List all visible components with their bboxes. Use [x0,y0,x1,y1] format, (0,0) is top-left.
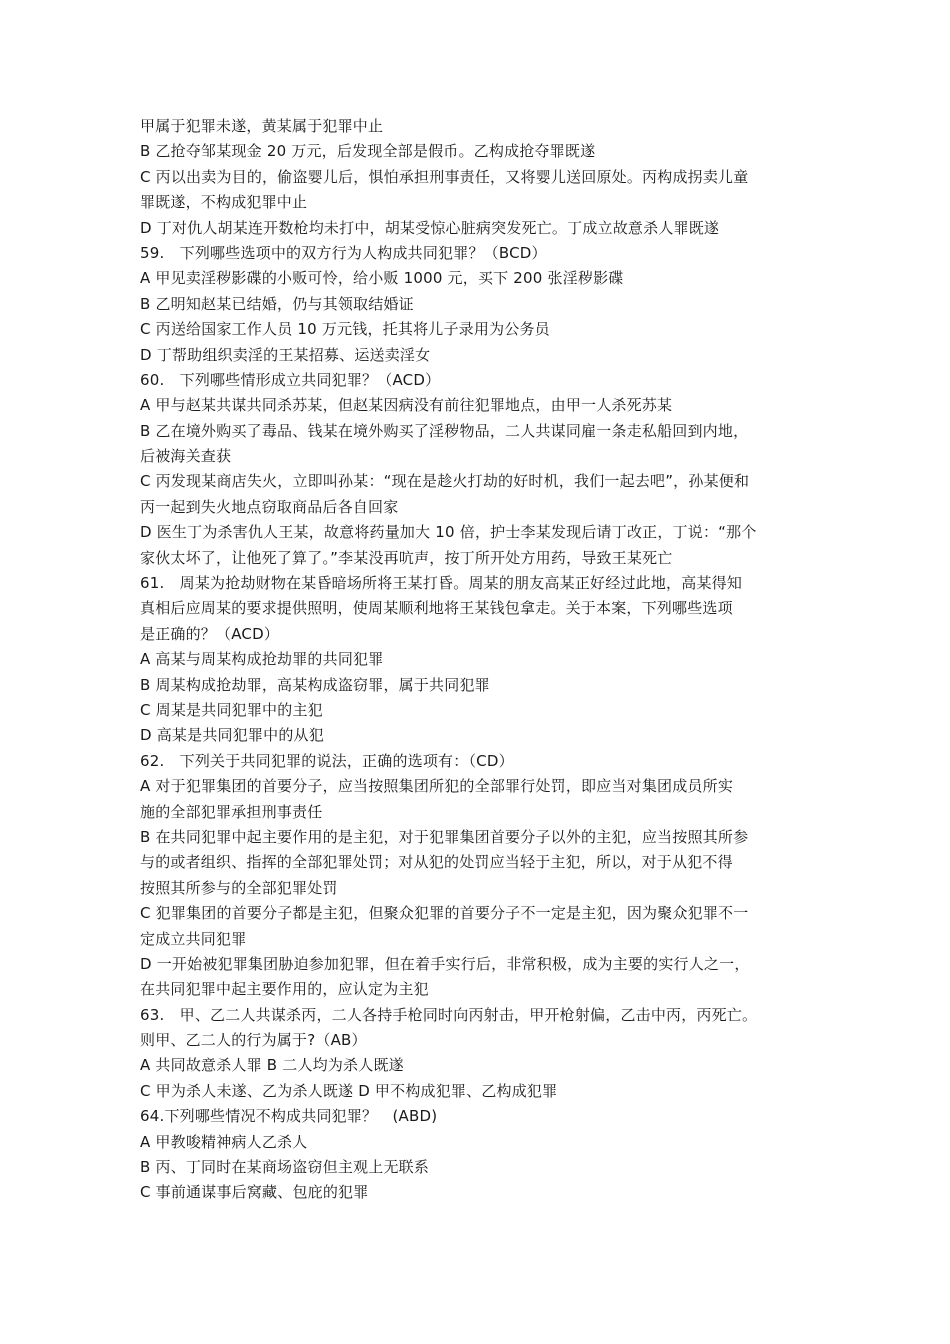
option-line: B 周某构成抢劫罪，高某构成盗窃罪，属于共同犯罪 [140,675,490,694]
option-line: D 一开始被犯罪集团胁迫参加犯罪，但在着手实行后，非常积极，成为主要的实行人之一， [140,954,750,973]
question-63: 63. 甲、乙二人共谋杀丙，二人各持手枪同时向丙射击，甲开枪射偏，乙击中丙，丙死亡。 [140,1005,758,1024]
option-line: C 丙以出卖为目的，偷盗婴儿后，惧怕承担刑事责任，又将婴儿送回原处。丙构成拐卖儿童 [140,167,749,186]
option-line: D 丁对仇人胡某连开数枪均未打中，胡某受惊心脏病突发死亡。丁成立故意杀人罪既遂 [140,218,720,237]
question-60: 60. 下列哪些情形成立共同犯罪？（ACD） [140,370,441,389]
question-64: 64.下列哪些情况不构成共同犯罪？ (ABD) [140,1107,438,1126]
question-61-continued: 真相后应周某的要求提供照明，使周某顺利地将王某钱包拿走。关于本案，下列哪些选项 [140,599,733,618]
option-line: C 甲为杀人未遂、乙为杀人既遂 D 甲不构成犯罪、乙构成犯罪 [140,1081,558,1100]
option-line-continued: 罪既遂，不构成犯罪中止 [140,193,308,212]
option-line: B 乙明知赵某已结婚，仍与其领取结婚证 [140,294,414,313]
option-line: A 甲教唆精神病人乙杀人 [140,1132,308,1151]
option-line-continued: 后被海关查获 [140,447,232,466]
option-line-continued: 家伙太坏了，让他死了算了。”李某没再吭声，按丁所开处方用药，导致王某死亡 [140,548,673,567]
option-line: B 丙、丁同时在某商场盗窃但主观上无联系 [140,1158,430,1177]
question-61: 61. 周某为抢劫财物在某昏暗场所将王某打昏。周某的朋友高某正好经过此地，高某得知 [140,574,743,593]
option-line: D 医生丁为杀害仇人王某，故意将药量加大 10 倍，护士李某发现后请丁改正，丁说：“那个 [140,523,757,542]
option-line: D 高某是共同犯罪中的从犯 [140,726,324,745]
option-line: C 丙送给国家工作人员 10 万元钱，托其将儿子录用为公务员 [140,320,550,339]
option-line: B 在共同犯罪中起主要作用的是主犯，对于犯罪集团首要分子以外的主犯，应当按照其所参 [140,827,749,846]
option-line: A 甲与赵某共谋共同杀苏某，但赵某因病没有前往犯罪地点，由甲一人杀死苏某 [140,396,673,415]
option-line: C 丙发现某商店失火，立即叫孙某：“现在是趁火打劫的好时机，我们一起去吧”，孙某便和 [140,472,750,491]
option-line-continued: 在共同犯罪中起主要作用的，应认定为主犯 [140,980,429,999]
document-page [140,114,820,1206]
option-line: B 乙抢夺邹某现金 20 万元，后发现全部是假币。乙构成抢夺罪既遂 [140,142,596,161]
option-line-continued: 按照其所参与的全部犯罪处罚 [140,878,338,897]
question-59: 59. 下列哪些选项中的双方行为人构成共同犯罪？（BCD） [140,243,547,262]
option-line: C 事前通谋事后窝藏、包庇的犯罪 [140,1183,369,1202]
option-line: D 丁帮助组织卖淫的王某招募、运送卖淫女 [140,345,431,364]
option-line: A 高某与周某构成抢劫罪的共同犯罪 [140,650,384,669]
option-line-continued: 施的全部犯罪承担刑事责任 [140,802,323,821]
option-line: A 甲见卖淫秽影碟的小贩可怜，给小贩 1000 元，买下 200 张淫秽影碟 [140,269,624,288]
text-line: 甲属于犯罪未遂，黄某属于犯罪中止 [140,117,384,135]
question-62: 62. 下列关于共同犯罪的说法，正确的选项有：（CD） [140,751,514,770]
option-line-continued: 定成立共同犯罪 [140,929,247,948]
question-63-continued: 则甲、乙二人的行为属于?（AB） [140,1031,367,1050]
option-line-continued: 与的或者组织、指挥的全部犯罪处罚；对从犯的处罚应当轻于主犯，所以，对于从犯不得 [140,853,733,872]
option-line: A 对于犯罪集团的首要分子，应当按照集团所犯的全部罪行处罚，即应当对集团成员所实 [140,777,734,796]
option-line: B 乙在境外购买了毒品、钱某在境外购买了淫秽物品，二人共谋同雇一条走私船回到内地， [140,421,749,440]
option-line: C 犯罪集团的首要分子都是主犯，但聚众犯罪的首要分子不一定是主犯，因为聚众犯罪不一 [140,904,749,923]
option-line-continued: 丙一起到失火地点窃取商品后各自回家 [140,497,399,516]
question-61-continued: 是正确的？（ACD） [140,624,280,643]
option-line: A 共同故意杀人罪 B 二人均为杀人既遂 [140,1056,404,1075]
option-line: C 周某是共同犯罪中的主犯 [140,700,323,719]
